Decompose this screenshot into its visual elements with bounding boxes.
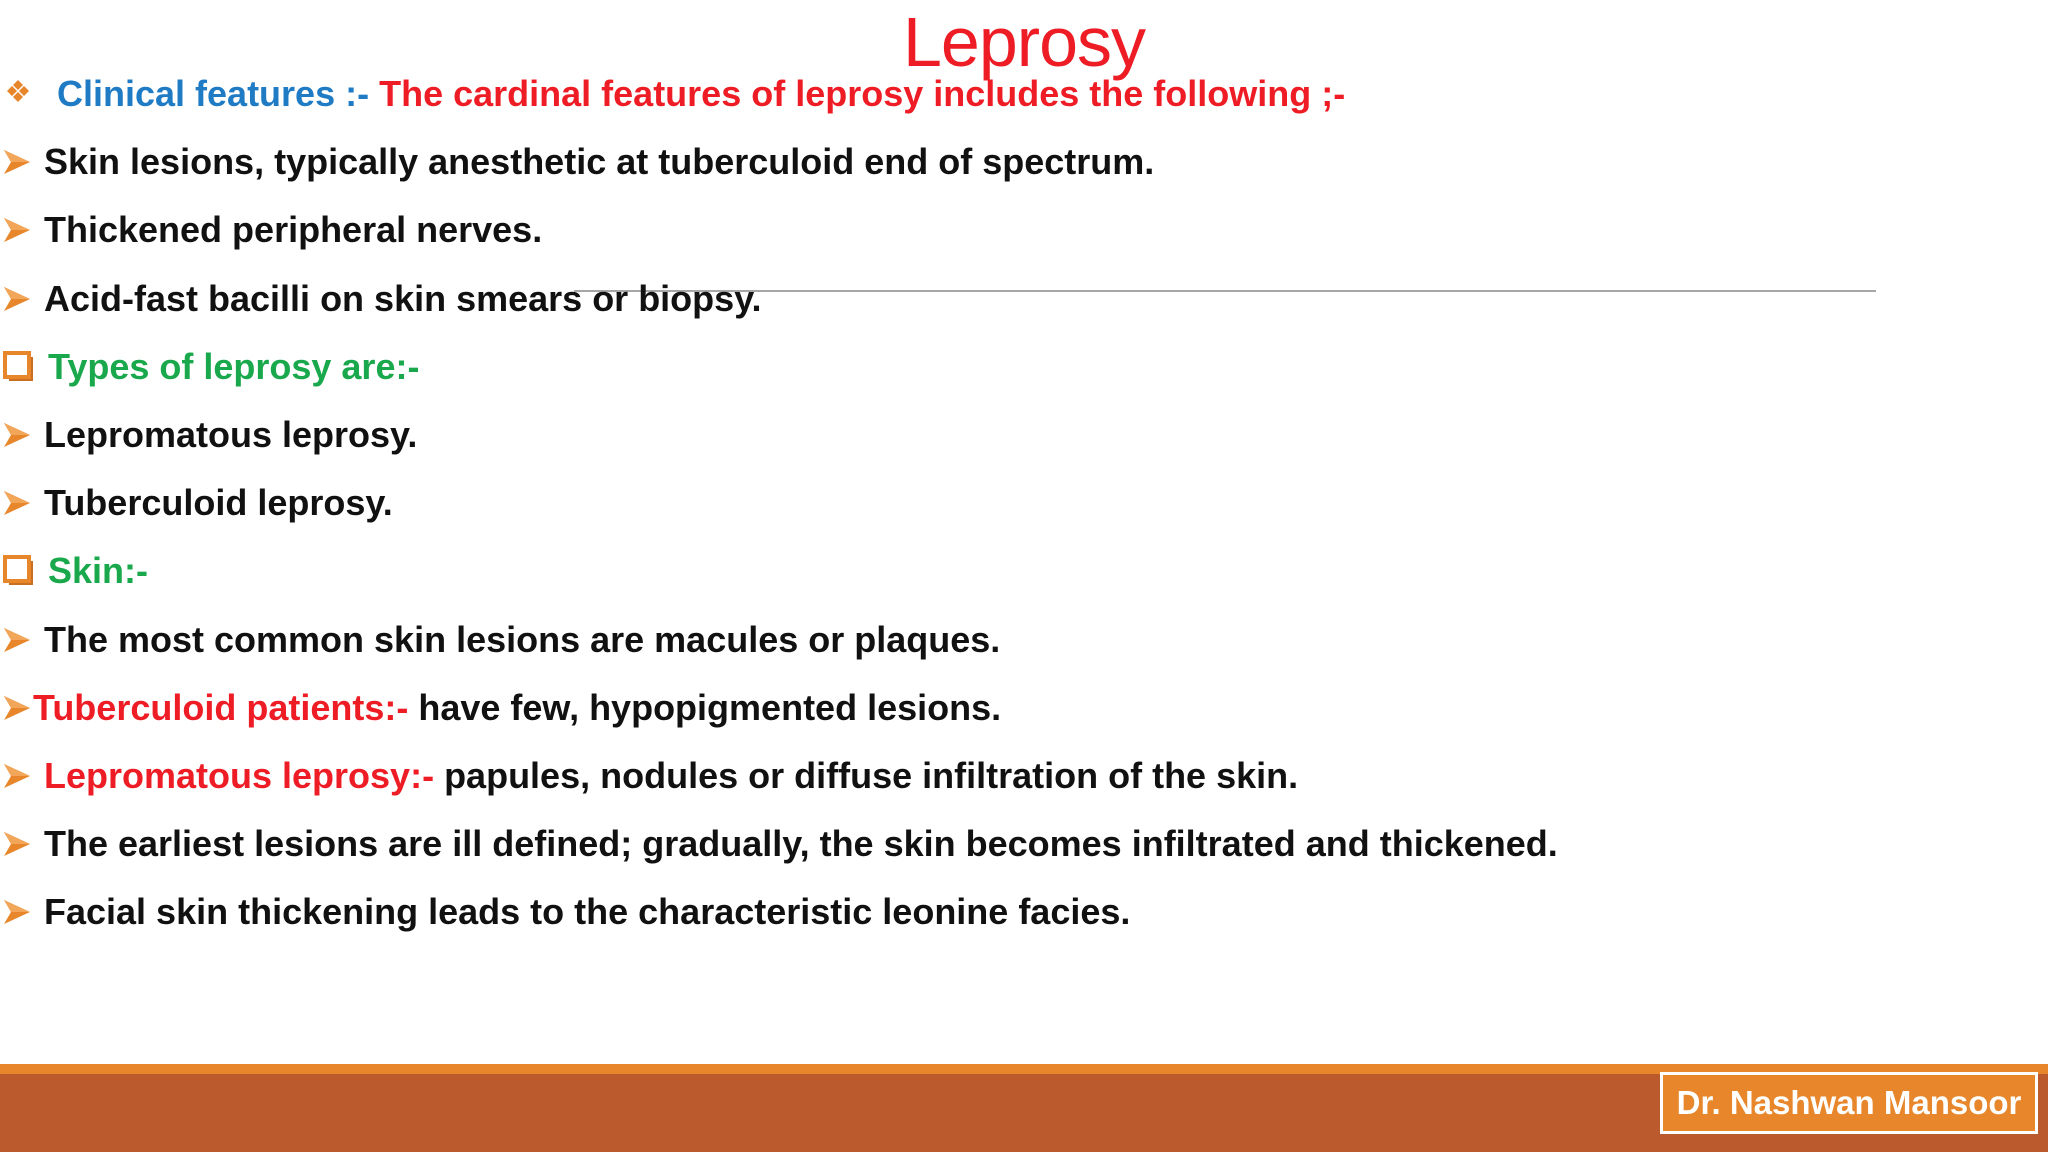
line-body: papules, nodules or diffuse infiltration of the skin. (434, 754, 1299, 796)
line-text: Acid-fast bacilli on skin smears or biopsy. (44, 277, 762, 319)
arrow-bullet-icon (0, 409, 44, 461)
line-text: The earliest lesions are ill defined; gradually, the skin becomes infiltrated and thickened. (44, 823, 1558, 865)
line-text: Skin lesions, typically anesthetic at tuberculoid end of spectrum. (44, 141, 1155, 183)
line-body: The cardinal features of leprosy includes the following ;- (369, 73, 1346, 114)
arrow-bullet-icon (0, 614, 44, 666)
author-badge: Dr. Nashwan Mansoor (1660, 1072, 2038, 1134)
line-heading: Clinical features :- (57, 73, 370, 114)
bullet-line-thickened-nerves (0, 204, 2000, 272)
bullet-line-leonine-facies (0, 886, 2000, 954)
line-text (33, 682, 1001, 734)
line-text: Thickened peripheral nerves. (44, 209, 543, 251)
bullet-line-lepromatous-type (0, 409, 2000, 477)
line-text: The most common skin lesions are macules or plaques. (44, 618, 1001, 660)
line-text: Facial skin thickening leads to the characteristic leonine facies. (44, 891, 1131, 933)
line-text: Tuberculoid leprosy. (44, 482, 393, 524)
square-bullet-icon (0, 341, 44, 393)
bullet-line-common-lesions (0, 614, 2000, 682)
bullet-line-acid-fast-bacilli (0, 273, 2000, 341)
bullet-line-skin-lesions (0, 136, 2000, 204)
line-text: Types of leprosy are:- (48, 345, 420, 387)
bullet-line-skin-heading (0, 545, 2000, 613)
arrow-bullet-icon (0, 886, 44, 938)
arrow-bullet-icon (0, 818, 44, 870)
diamond-bullet-icon (0, 68, 44, 120)
line-heading: Tuberculoid patients:- (33, 686, 409, 728)
slide-content (0, 68, 2000, 954)
square-bullet-icon (0, 545, 44, 597)
line-text (57, 68, 1345, 120)
arrow-bullet-icon (0, 273, 44, 325)
slide-title: Leprosy (902, 3, 1146, 81)
bullet-line-lepromatous-leprosy (0, 750, 2000, 818)
arrow-bullet-icon (0, 136, 44, 188)
arrow-bullet-icon (0, 477, 44, 529)
line-text: Lepromatous leprosy. (44, 413, 418, 455)
bullet-line-tuberculoid-type (0, 477, 2000, 545)
line-heading: Lepromatous leprosy:- (44, 754, 435, 796)
bullet-line-types-heading (0, 341, 2000, 409)
line-body: have few, hypopigmented lesions. (408, 686, 1002, 728)
bullet-line-clinical-features (0, 68, 2000, 136)
line-text: Skin:- (48, 550, 149, 592)
arrow-bullet-icon (0, 204, 44, 256)
arrow-bullet-icon (0, 750, 44, 802)
line-text (44, 750, 1298, 802)
bullet-line-earliest-lesions (0, 818, 2000, 886)
bullet-line-tuberculoid-patients (0, 682, 2000, 750)
